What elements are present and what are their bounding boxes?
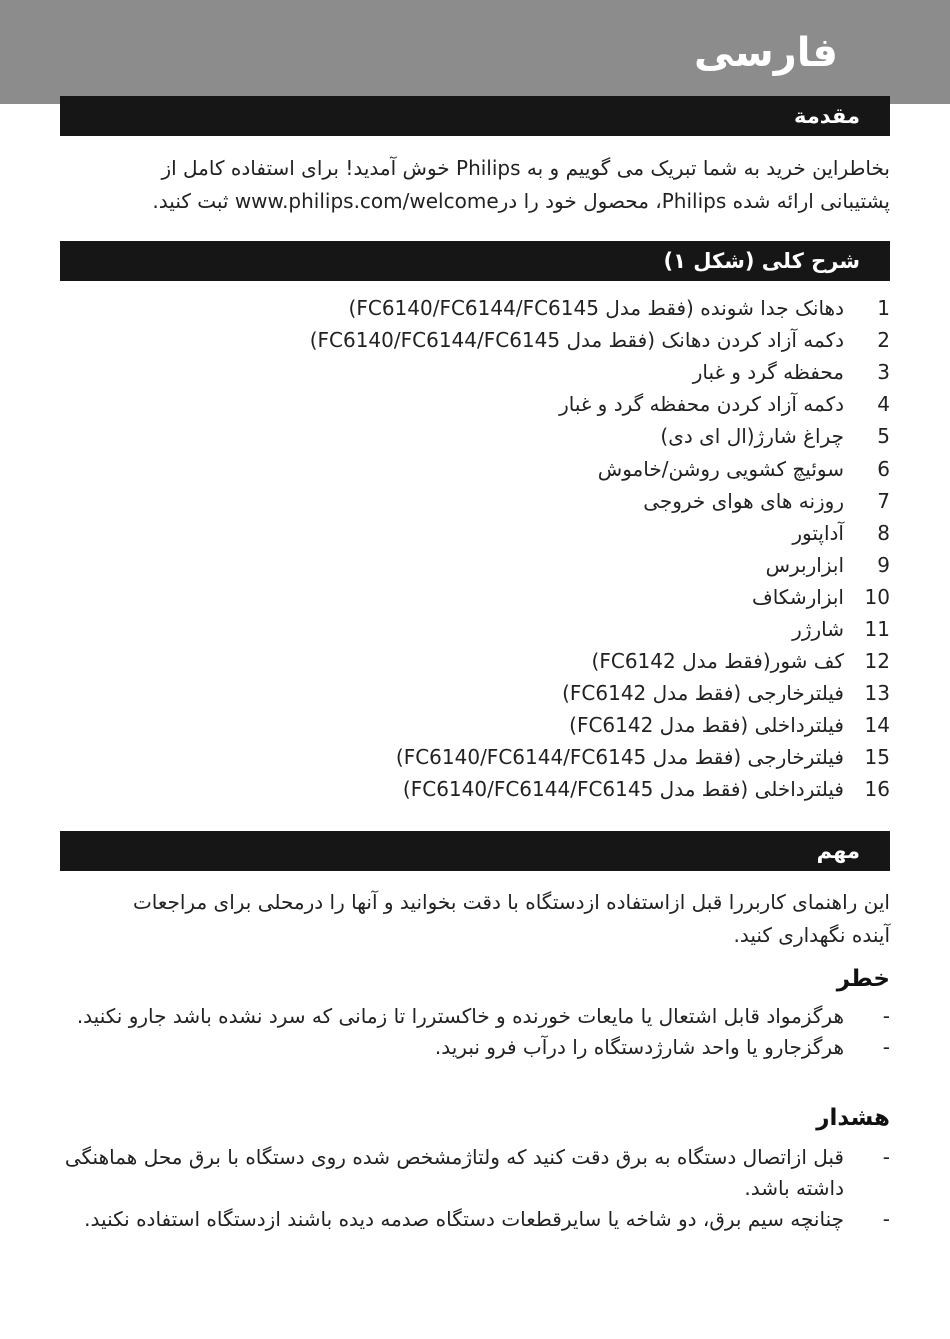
- item-text: روزنه های هوای خروجی: [643, 488, 844, 513]
- bullet-text: چنانچه سیم برق، دو شاخه یا سایرقطعات دستگاه صدمه دیده باشند ازدستگاه استفاده نکنید.: [84, 1207, 844, 1231]
- item-text: ابزاربرس: [765, 552, 844, 577]
- list-item: [100, 645, 890, 677]
- item-text: دکمه آزاد کردن دهانک (فقط مدل FC6140/FC6144/FC6145): [309, 328, 844, 353]
- item-number: 6: [877, 456, 890, 481]
- item-text: محفظه گرد و غبار: [692, 360, 844, 385]
- list-item: [100, 517, 890, 549]
- list-item: [60, 1204, 890, 1235]
- warning-list: [60, 1142, 890, 1235]
- item-number: 5: [877, 424, 890, 449]
- item-text: شارژر: [792, 616, 844, 641]
- item-number: 4: [877, 392, 890, 417]
- danger-list: [60, 1001, 890, 1063]
- intro-text: [60, 152, 890, 218]
- item-number: 9: [877, 552, 890, 577]
- bullet-dash: -: [882, 1004, 890, 1028]
- list-item: [60, 1001, 890, 1032]
- list-item: [100, 292, 890, 324]
- language-header-band: [0, 0, 950, 104]
- overview-heading: شرح کلی (شکل ۱): [663, 249, 860, 273]
- bullet-text: هرگزمواد قابل اشتعال یا مایعات خورنده و خاکستررا تا زمانی که سرد نشده باشد جارو نکنید.: [76, 1004, 844, 1028]
- item-number: 2: [877, 328, 890, 353]
- list-item: [60, 1032, 890, 1063]
- item-text: کف شور(فقط مدل FC6142): [591, 649, 844, 674]
- list-item: [100, 356, 890, 388]
- item-number: 16: [864, 777, 890, 802]
- item-number: 10: [864, 584, 890, 609]
- list-item: [100, 613, 890, 645]
- item-text: دهانک جدا شونده (فقط مدل FC6140/FC6144/FC6145): [348, 296, 844, 321]
- list-item: [100, 581, 890, 613]
- list-item: [100, 420, 890, 452]
- important-heading-bar: [60, 831, 890, 871]
- list-item: [100, 773, 890, 805]
- intro-text-line-2: پشتیبانی ارائه شده Philips، محصول خود را درwww.philips.com/welcome ثبت کنید.: [152, 189, 890, 213]
- bullet-text: قبل ازاتصال دستگاه به برق دقت کنید که ولتاژمشخص شده روی دستگاه با برق محل هماهنگی داشته باشد.: [64, 1145, 844, 1200]
- bullet-dash: -: [882, 1145, 890, 1169]
- item-number: 13: [864, 681, 890, 706]
- list-item: [100, 388, 890, 420]
- important-text-line-2: آینده نگهداری کنید.: [733, 923, 890, 947]
- list-item: [60, 1142, 890, 1204]
- item-number: 15: [864, 745, 890, 770]
- item-text: فیلترداخلی (فقط مدل FC6140/FC6144/FC6145): [402, 777, 844, 802]
- item-text: فیلترداخلی (فقط مدل FC6142): [569, 713, 844, 738]
- item-text: ابزارشکاف: [751, 584, 844, 609]
- list-item: [100, 677, 890, 709]
- bullet-dash: -: [882, 1207, 890, 1231]
- intro-heading-bar: [60, 96, 890, 136]
- item-number: 12: [864, 649, 890, 674]
- item-text: سوئیچ کشویی روشن/خاموش: [597, 456, 844, 481]
- intro-text-line-1: بخاطراین خرید به شما تبریک می گوییم و به Philips خوش آمدید! برای استفاده کامل از: [161, 156, 890, 180]
- item-text: دکمه آزاد کردن محفظه گرد و غبار: [559, 392, 844, 417]
- important-text-line-1: این راهنمای کاربررا قبل ازاستفاده ازدستگاه با دقت بخوانید و آنها را درمحلی برای مراجعات: [132, 890, 890, 914]
- warning-title: هشدار: [816, 1105, 890, 1131]
- important-heading: مهم: [816, 839, 860, 863]
- item-text: چراغ شارژ(ال ای دی): [660, 424, 844, 449]
- item-text: فیلترخارجی (فقط مدل FC6142): [562, 681, 844, 706]
- list-item: [100, 452, 890, 484]
- list-item: [100, 485, 890, 517]
- item-text: فیلترخارجی (فقط مدل FC6140/FC6144/FC6145): [395, 745, 844, 770]
- language-title: فارسی: [693, 30, 838, 76]
- danger-title: خطر: [836, 966, 890, 992]
- list-item: [100, 549, 890, 581]
- list-item: [100, 741, 890, 773]
- parts-list: [100, 292, 890, 806]
- overview-heading-bar: [60, 241, 890, 281]
- item-text: آداپتور: [792, 520, 844, 545]
- item-number: 11: [864, 616, 890, 641]
- list-item: [100, 709, 890, 741]
- item-number: 7: [877, 488, 890, 513]
- item-number: 3: [877, 360, 890, 385]
- important-text: [60, 886, 890, 952]
- item-number: 14: [864, 713, 890, 738]
- bullet-dash: -: [882, 1035, 890, 1059]
- intro-heading: مقدمة: [794, 104, 860, 128]
- list-item: [100, 324, 890, 356]
- bullet-text: هرگزجارو یا واحد شارژدستگاه را درآب فرو نبرید.: [434, 1035, 844, 1059]
- item-number: 8: [877, 520, 890, 545]
- item-number: 1: [877, 296, 890, 321]
